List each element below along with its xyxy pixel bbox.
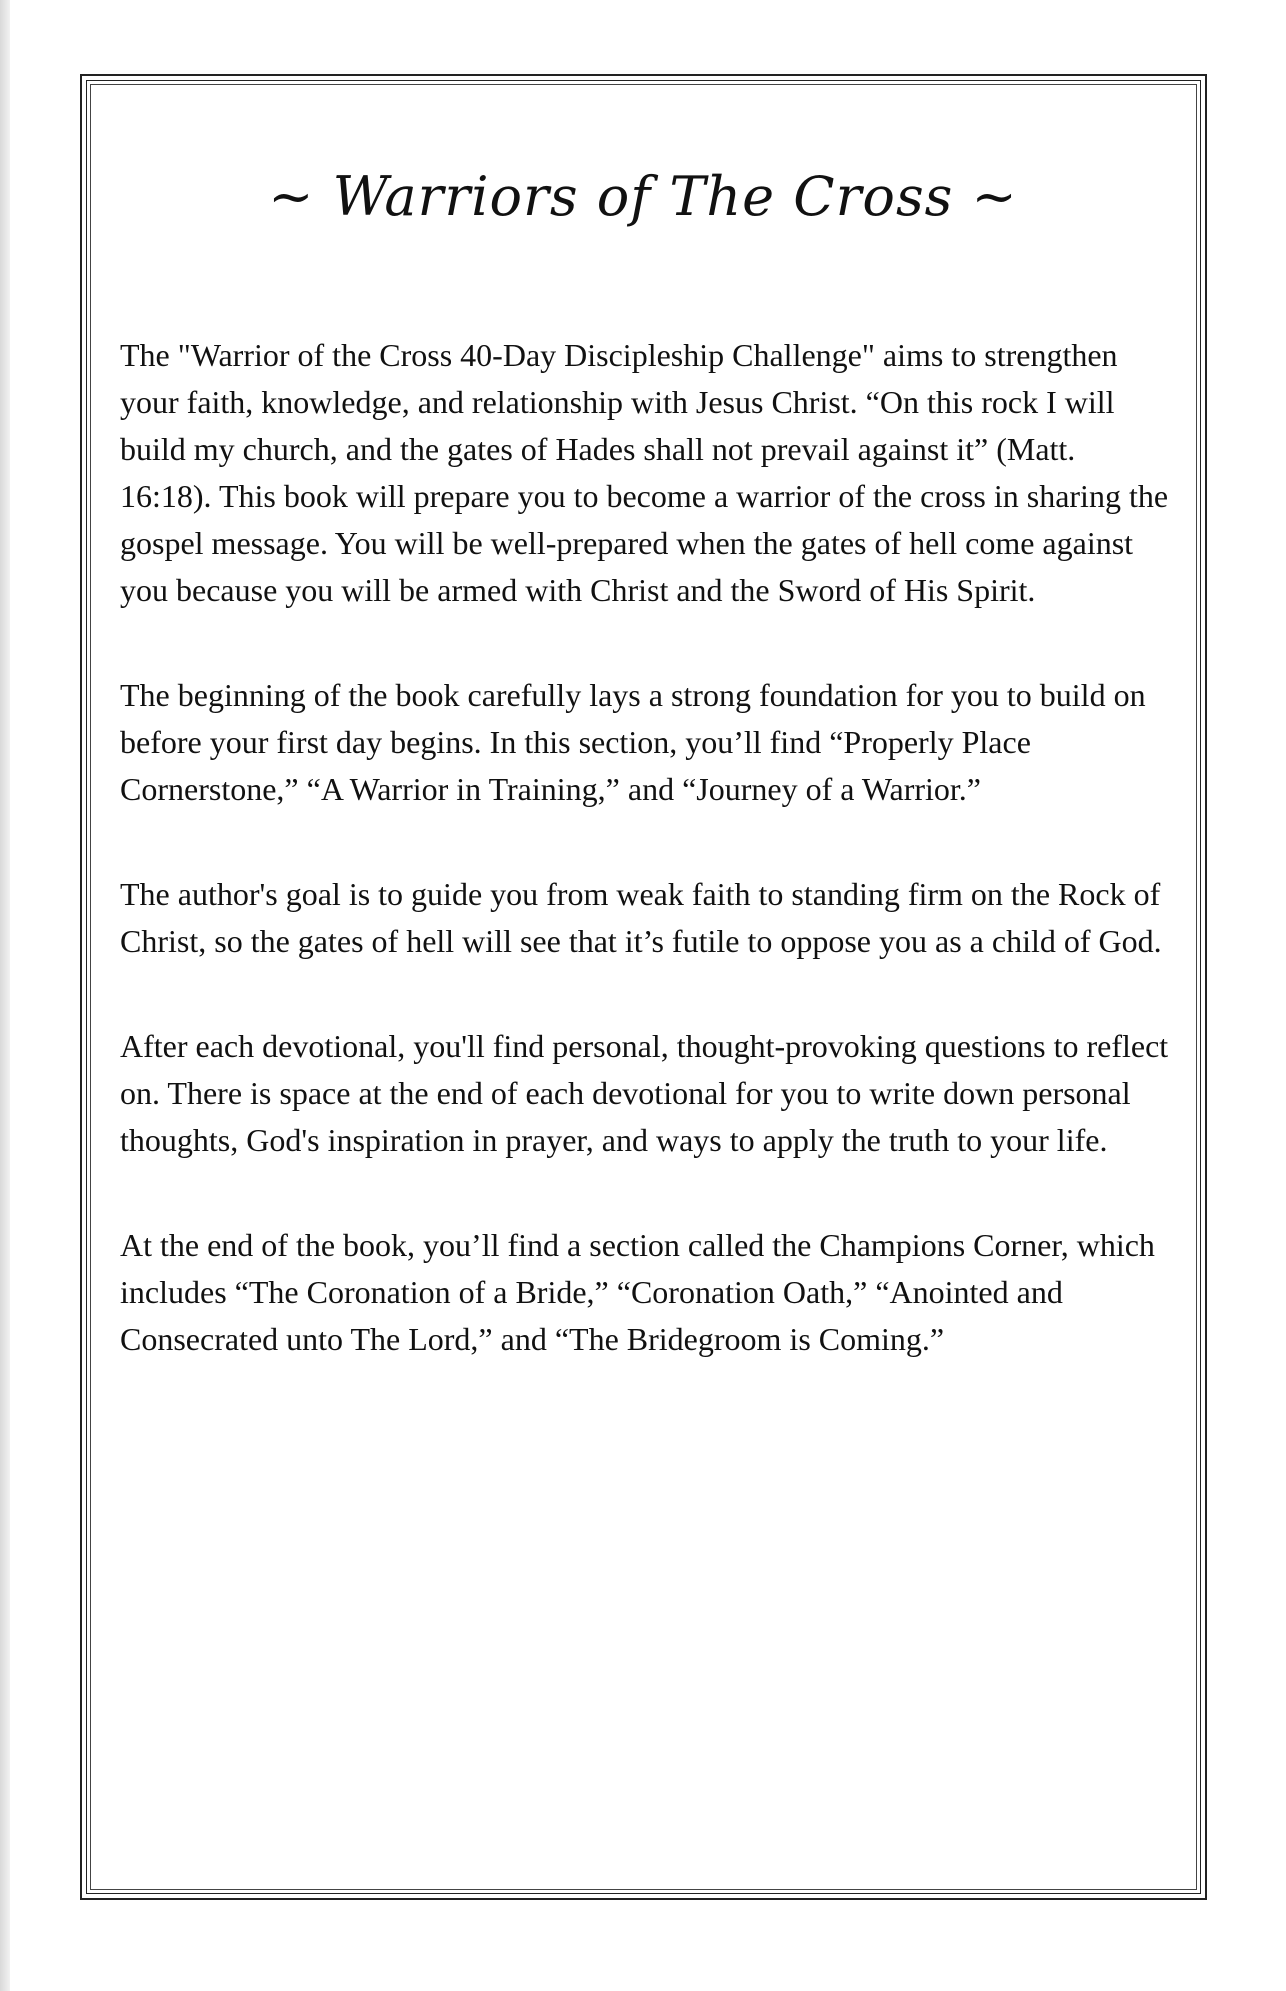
body-text [120,332,1170,1421]
page-title: ~ Warriors of The Cross ~ [268,165,1018,228]
paragraph-devotional: After each devotional, you'll find personal, thought-provoking questions to reflect on. There is space at the end of each devotional for you to write down personal thoughts, God's inspiration in prayer, and ways to apply the truth to your life. [120,1028,1169,1158]
paragraph-beginning: The beginning of the book carefully lays a strong foundation for you to build on before your first day begins. In this section, you’ll find “Properly Place Cornerstone,” “A Warrior in Training,” and “Journey of a Warrior.” [120,677,1146,807]
page-edge-shadow [0,0,10,1991]
paragraph-author-goal: The author's goal is to guide you from weak faith to standing firm on the Rock of Christ, so the gates of hell will see that it’s futile to oppose you as a child of God. [120,876,1162,959]
paragraph-intro: The "Warrior of the Cross 40-Day Discipleship Challenge" aims to strengthen your faith, knowledge, and relationship with Jesus Christ. “On this rock I will build my church, and the gates of Hades shall not prevail against it” (Matt. 16:18). This book will prepare you to become a warrior of the cross in sharing the gospel message. You will be well-prepared when the gates of hell come against you because you will be armed with Christ and the Sword of His Spirit. [120,337,1169,608]
paragraph-champions-corner: At the end of the book, you’ll find a section called the Champions Corner, which includes “The Coronation of a Bride,” “Coronation Oath,” “Anointed and Consecrated unto The Lord,” and “The Bridegroom is Coming.” [120,1227,1155,1357]
